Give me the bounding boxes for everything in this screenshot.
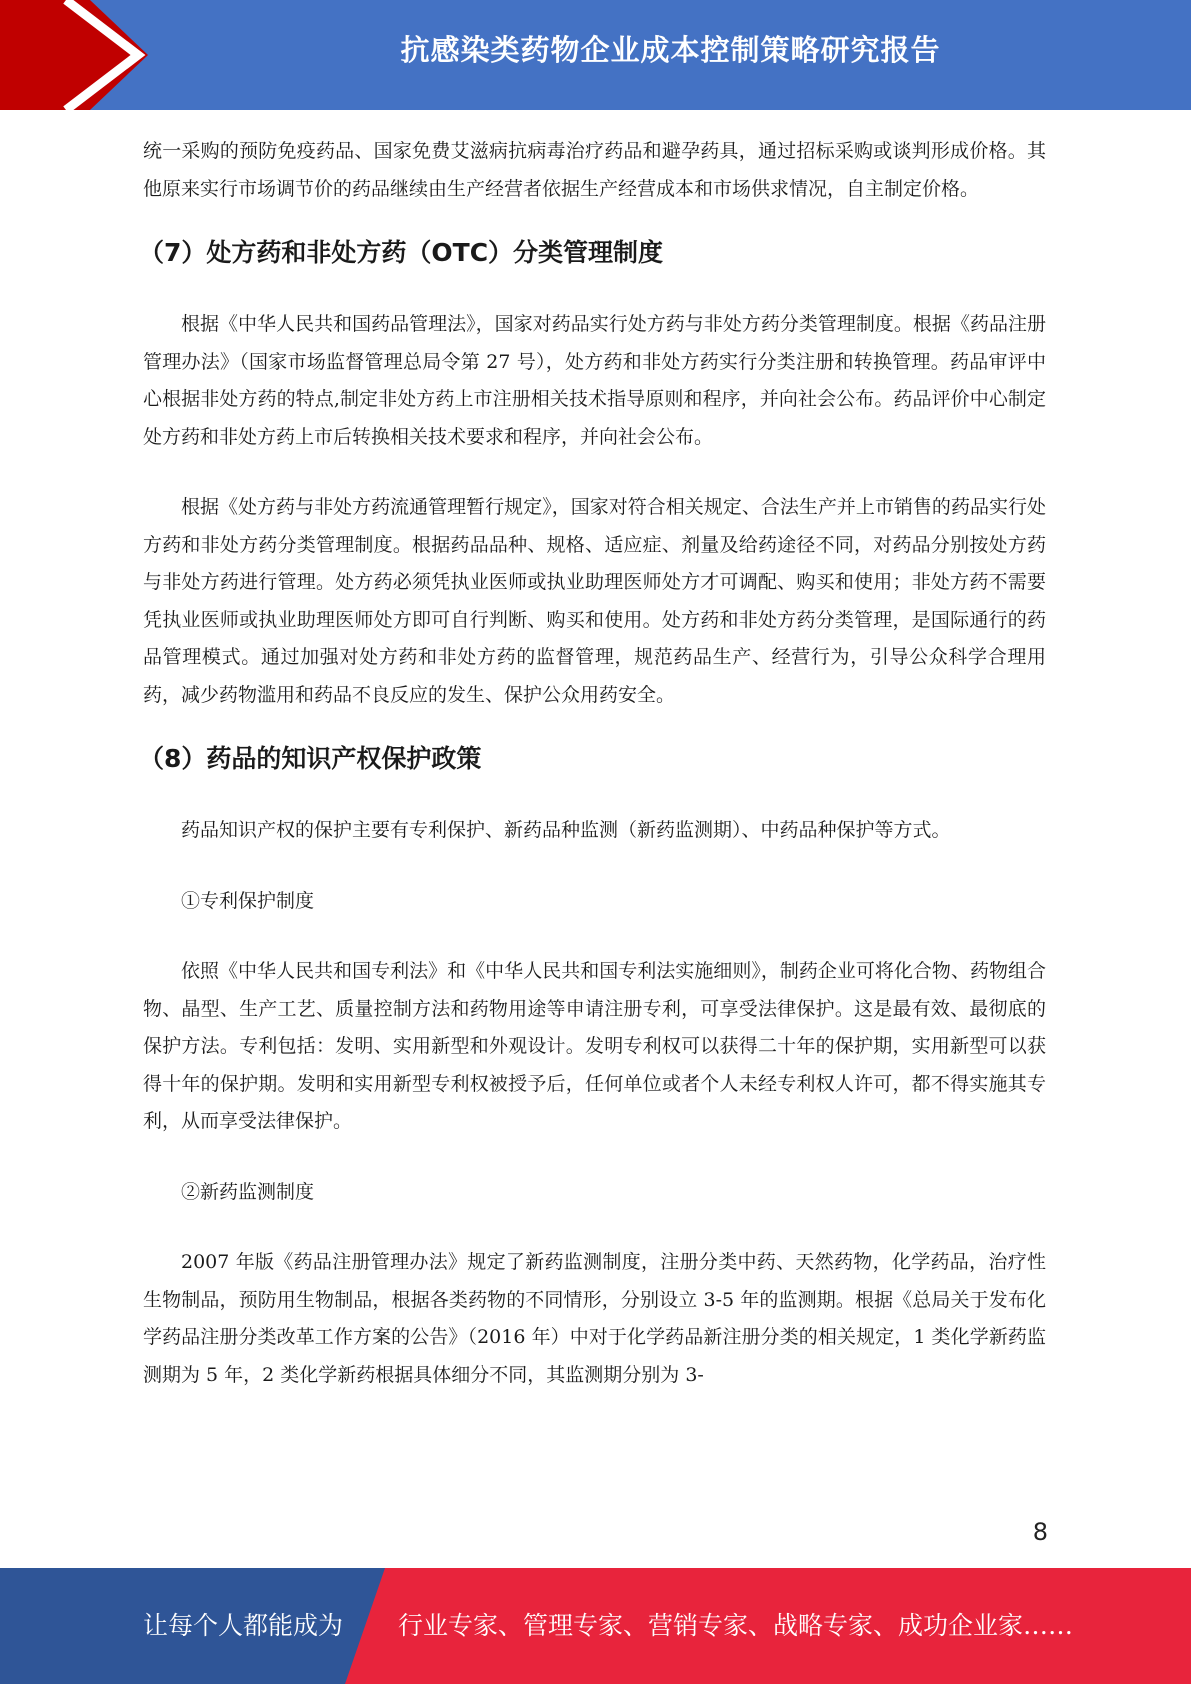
subheading-monitoring: ②新药监测制度 — [181, 1180, 315, 1203]
paragraph-otc-law: 根据《中华人民共和国药品管理法》，国家对药品实行处方药与非处方药分类管理制度。根据《药品注册管理办法》（国家市场监督管理总局令第 27 号），处方药和非处方药实行分类注册和转换管理。药品审评中心根据非处方药的特点,制定非处方药上市注册相关技术指导原则和程序，并向社会公布。药品评价中心制定处方药和非处方药上市后转换相关技术要求和程序，并向社会公布。 — [143, 313, 1046, 448]
section-heading-otc: （7）处方药和非处方药（OTC）分类管理制度 — [139, 238, 664, 267]
section-heading-ip: （8）药品的知识产权保护政策 — [139, 744, 482, 773]
page-content — [139, 133, 1046, 1394]
subheading-patent: ①专利保护制度 — [181, 889, 315, 912]
page-number: 8 — [1032, 1518, 1048, 1546]
paragraph-price: 统一采购的预防免疫药品、国家免费艾滋病抗病毒治疗药品和避孕药具，通过招标采购或谈判形成价格。其他原来实行市场调节价的药品继续由生产经营者依据生产经营成本和市场供求情况，自主制定价格。 — [143, 140, 1046, 200]
page-footer — [0, 1568, 1191, 1684]
paragraph-monitoring: 2007 年版《药品注册管理办法》规定了新药监测制度，注册分类中药、天然药物，化学药品，治疗性生物制品，预防用生物制品，根据各类药物的不同情形，分别设立 3-5 年的监测期。根据《总局关于发布化学药品注册分类改革工作方案的公告》（2016 年）中对于化学药品新注册分类的相关规定，1 类化学新药监测期为 5 年，2 类化学新药根据具体细分不同，其监测期分别为 3- — [143, 1251, 1046, 1386]
footer-slogan-right: 行业专家、管理专家、营销专家、战略专家、成功企业家…… — [398, 1611, 1074, 1640]
paragraph-patent: 依照《中华人民共和国专利法》和《中华人民共和国专利法实施细则》，制药企业可将化合物、药物组合物、晶型、生产工艺、质量控制方法和药物用途等申请注册专利，可享受法律保护。这是最有效、最彻底的保护方法。专利包括：发明、实用新型和外观设计。发明专利权可以获得二十年的保护期，实用新型可以获得十年的保护期。发明和实用新型专利权被授予后，任何单位或者个人未经专利权人许可，都不得实施其专利，从而享受法律保护。 — [143, 960, 1046, 1132]
footer-slogan-left: 让每个人都能成为 — [143, 1611, 344, 1640]
paragraph-ip-intro: 药品知识产权的保护主要有专利保护、新药品种监测（新药监测期）、中药品种保护等方式。 — [181, 819, 951, 841]
paragraph-otc-circulation: 根据《处方药与非处方药流通管理暂行规定》，国家对符合相关规定、合法生产并上市销售的药品实行处方药和非处方药分类管理制度。根据药品品种、规格、适应症、剂量及给药途径不同，对药品分别按处方药与非处方药进行管理。处方药必须凭执业医师或执业助理医师处方才可调配、购买和使用；非处方药不需要凭执业医师或执业助理医师处方即可自行判断、购买和使用。处方药和非处方药分类管理，是国际通行的药品管理模式。通过加强对处方药和非处方药的监督管理，规范药品生产、经营行为，引导公众科学合理用药，减少药物滥用和药品不良反应的发生、保护公众用药安全。 — [143, 496, 1046, 706]
report-title: 抗感染类药物企业成本控制策略研究报告 — [400, 33, 941, 67]
page-header — [0, 0, 1191, 110]
